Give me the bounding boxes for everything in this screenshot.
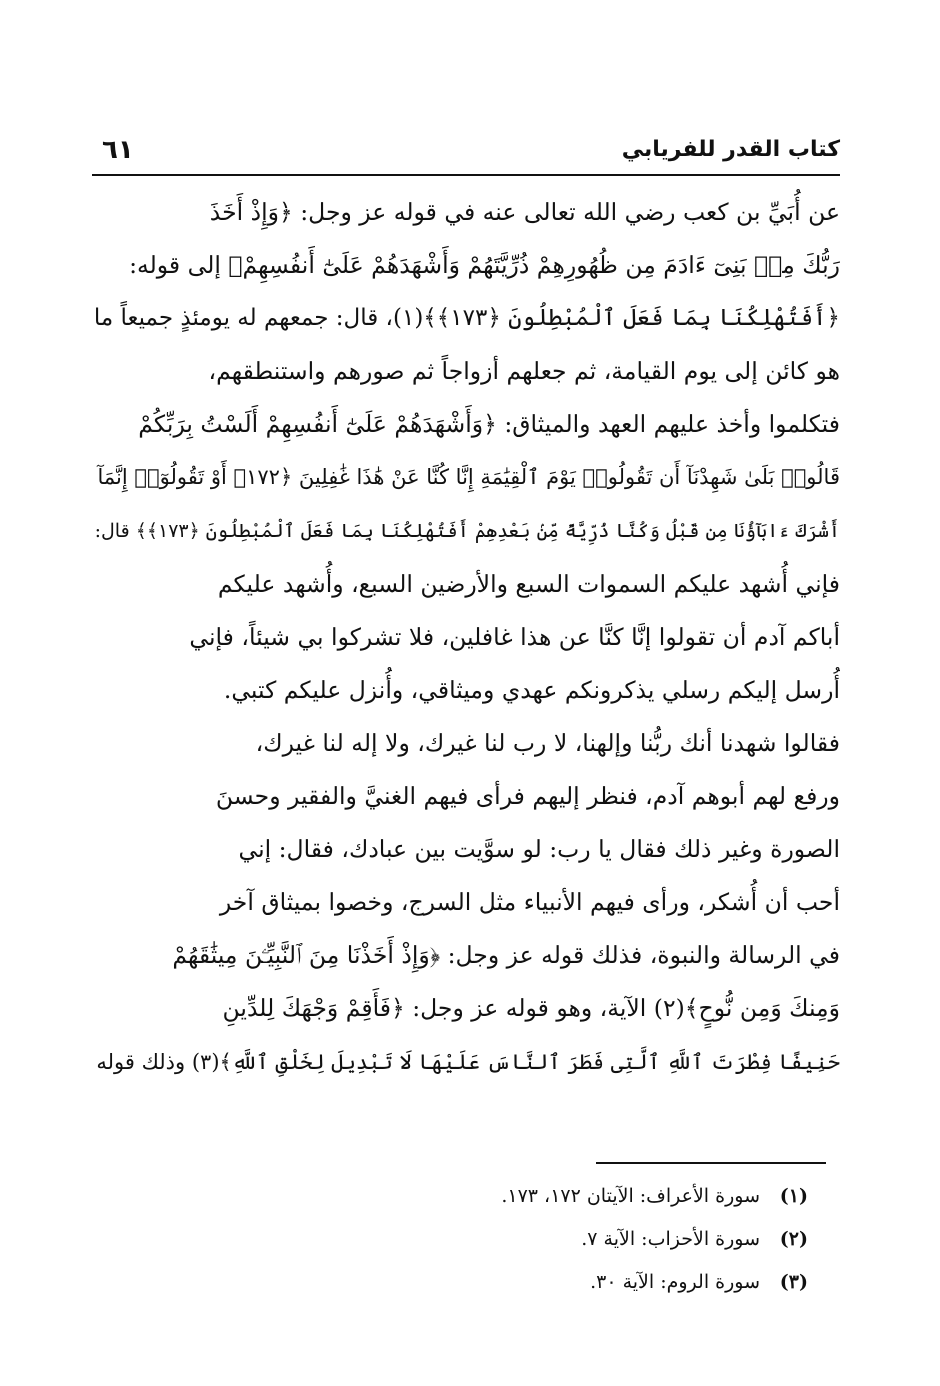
body-line: رَبُّكَ مِنۢ بَنِىٓ ءَادَمَ مِن ظُهُورِهِمْ ذُرِّيَّتَهُمْ وَأَشْهَدَهُمْ عَلَىٰٓ أَنفُسِهِمْ﴾ إلى قوله: bbox=[129, 251, 840, 280]
footnote-number: (٢) bbox=[779, 1228, 808, 1250]
footnotes bbox=[92, 1178, 808, 1307]
page-number: ٦١ bbox=[102, 135, 134, 165]
body-line: أباكم آدم أن تقولوا إنَّا كنَّا عن هذا غافلين، فلا تشركوا بي شيئاً، فإني bbox=[189, 622, 840, 651]
body-line: وَمِنكَ وَمِن نُّوحٍ﴾(٢) الآية، وهو قوله عز وجل: ﴿فَأَقِمْ وَجْهَكَ لِلدِّينِ bbox=[222, 994, 840, 1023]
body-text bbox=[92, 186, 840, 1089]
footnote-text: سورة الأعراف: الآيتان ١٧٢، ١٧٣. bbox=[501, 1185, 760, 1207]
footnote bbox=[92, 1221, 808, 1264]
body-line: فقالوا شهدنا أنك ربُّنا وإلهنا، لا رب لنا غيرك، ولا إله لنا غيرك، bbox=[255, 728, 840, 757]
body-line: حَنِيفًا فِطْرَتَ ٱللَّهِ ٱلَّتِى فَطَرَ ٱلنَّاسَ عَلَيْهَا لَا تَبْدِيلَ لِخَلْقِ ٱللَّهِ﴾(٣) وذلك قوله bbox=[96, 1049, 840, 1074]
header-rule bbox=[92, 174, 840, 176]
footnote-rule bbox=[596, 1162, 826, 1164]
page-header bbox=[92, 132, 840, 172]
body-line: في الرسالة والنبوة، فذلك قوله عز وجل: ﴿وَإِذْ أَخَذْنَا مِنَ ٱلنَّبِيِّـۧنَ مِيثَٰقَهُمْ bbox=[172, 941, 840, 970]
body-line: فإني أُشهد عليكم السموات السبع والأرضين السبع، وأُشهد عليكم bbox=[217, 569, 840, 598]
footnote-number: (١) bbox=[779, 1185, 808, 1207]
body-line: أحب أن أُشكر، ورأى فيهم الأنبياء مثل السرج، وخصوا بميثاق آخر bbox=[219, 888, 840, 917]
body-line: ﴿أَفَتُهْلِكُنَا بِمَا فَعَلَ ٱلْمُبْطِلُونَ ﴿١٧٣﴾﴾(١)، قال: جمعهم له يومئذٍ جميعاً ما bbox=[93, 305, 840, 332]
footnote-text: سورة الروم: الآية ٣٠. bbox=[590, 1271, 760, 1293]
body-line: الصورة وغير ذلك فقال يا رب: لو سوَّيت بين عبادك، فقال: إني bbox=[238, 835, 840, 864]
body-line: عن أُبَيِّ بن كعب رضي الله تعالى عنه في قوله عز وجل: ﴿وَإِذْ أَخَذَ bbox=[209, 198, 840, 226]
body-line: فتكلموا وأخذ عليهم العهد والميثاق: ﴿وَأَشْهَدَهُمْ عَلَىٰٓ أَنفُسِهِمْ أَلَسْتُ بِرَبِّكُمْ bbox=[138, 410, 840, 439]
footnote bbox=[92, 1178, 808, 1221]
footnote-number: (٣) bbox=[779, 1271, 808, 1293]
footnote-text: سورة الأحزاب: الآية ٧. bbox=[581, 1228, 760, 1250]
body-line: قَالُوا۟ بَلَىٰ شَهِدْنَآ أَن تَقُولُوا۟ يَوْمَ ٱلْقِيَٰمَةِ إِنَّا كُنَّا عَنْ هَٰذَا غَٰفِلِينَ ﴿١٧٢﴾ أَوْ تَقُولُوٓا۟ إِنَّمَآ bbox=[97, 465, 840, 490]
running-title: كتاب القدر للفريابي bbox=[621, 137, 840, 162]
body-line: ورفع لهم أبوهم آدم، فنظر إليهم فرأى فيهم الغنيَّ والفقير وحسنَ bbox=[215, 782, 840, 811]
footnote bbox=[92, 1264, 808, 1307]
body-line: أُرسل إليكم رسلي يذكرونكم عهدي وميثاقي، وأُنزل عليكم كتبي. bbox=[223, 675, 840, 704]
body-line: أَشْرَكَ ءَابَآؤُنَا مِن قَبْلُ وَكُنَّا ذُرِّيَّةً مِّنۢ بَعْدِهِمْ أَفَتُهْلِكُنَا بِمَا فَعَلَ ٱلْمُبْطِلُونَ ﴿١٧٣﴾﴾ قال: bbox=[94, 519, 840, 542]
body-line: هو كائن إلى يوم القيامة، ثم جعلهم أزواجاً ثم صورهم واستنطقهم، bbox=[208, 357, 840, 386]
